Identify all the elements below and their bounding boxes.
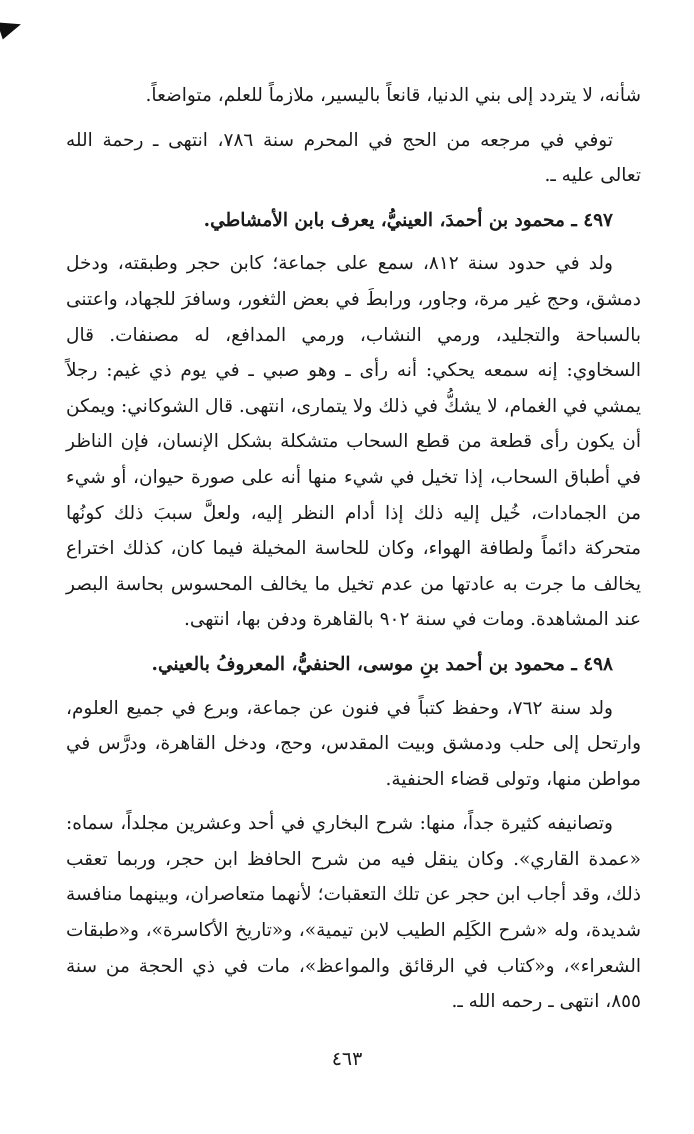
page-body [66,78,641,1029]
entry-body-497: ولد في حدود سنة ٨١٢، سمع على جماعة؛ كابن حجر وطبقته، ودخل دمشق، وحج غير مرة، وجاور، ورابطَ في بعض الثغور، وسافرَ للجهاد، واعتنى بالسباحة والتجليد، ورمي النشاب، ورمي المدافع، له مصنفات. قال السخاوي: إنه سمعه يحكي: أنه رأى ـ وهو صبي ـ في يوم ذي غيم: رجلاً يمشي في الغمام، لا يشكُّ في ذلك ولا يتمارى، انتهى. قال الشوكاني: ويمكن أن يكون رأى قطعة من قطع السحاب متشكلة بشكل الإنسان، فإن الناظر في أطباق السحاب، إذا تخيل في شيء منها أنه على صورة حيوان، أو شيء من الجمادات، خُيل إليه ذلك إذا أدام النظر إليه، ولعلَّ سببَ ذلك كونُها متحركة دائماً ولطافة الهواء، وكان للحاسة المخيلة فيما كان، كذلك اختراع يخالف ما جرت به عادتها من عدم تخيل ما يخالف المحسوس بحاسة البصر عند المشاهدة. ومات في سنة ٩٠٢ بالقاهرة ودفن بها، انتهى. [66,253,641,631]
entry-heading-498: ٤٩٨ ـ محمود بن أحمد بنِ موسى، الحنفيُّ، المعروفُ بالعيني. [151,653,613,675]
paragraph-death-note: توفي في مرجعه من الحج في المحرم سنة ٧٨٦، انتهى ـ رحمة الله تعالى عليه ـ. [66,129,641,187]
entry-body-498: ولد سنة ٧٦٢، وحفظ كتباً في فنون عن جماعة، وبرع في جميع العلوم، وارتحل إلى حلب ودمشق وبيت المقدس، وحج، ودخل القاهرة، ودرَّس في مواطن منها، وتولى قضاء الحنفية. [66,697,641,790]
entry-works-498: وتصانيفه كثيرة جداً، منها: شرح البخاري في أحد وعشرين مجلداً، سماه: «عمدة القاري». وكان ينقل فيه من شرح الحافظ ابن حجر، وربما تعقب ذلك، وقد أجاب ابن حجر عن تلك التعقبات؛ لأنهما متعاصران، وبينهما منافسة شديدة، وله «شرح الكَلِم الطيب لابن تيمية»، و«تاريخ الأكاسرة»، و«طبقات الشعراء»، و«كتاب في الرقائق والمواعظ»، مات في ذي الحجة من سنة ٨٥٥، انتهى ـ رحمه الله ـ. [66,813,641,1013]
entry-heading-497: ٤٩٧ ـ محمود بن أحمدَ، العينيُّ، يعرف بابن الأمشاطي. [203,209,613,231]
corner-mark [0,16,24,40]
paragraph-continuation: شأنه، لا يتردد إلى بني الدنيا، قانعاً باليسير، ملازماً للعلم، متواضعاً. [145,85,641,106]
page-number: ٤٦٣ [331,1048,363,1070]
